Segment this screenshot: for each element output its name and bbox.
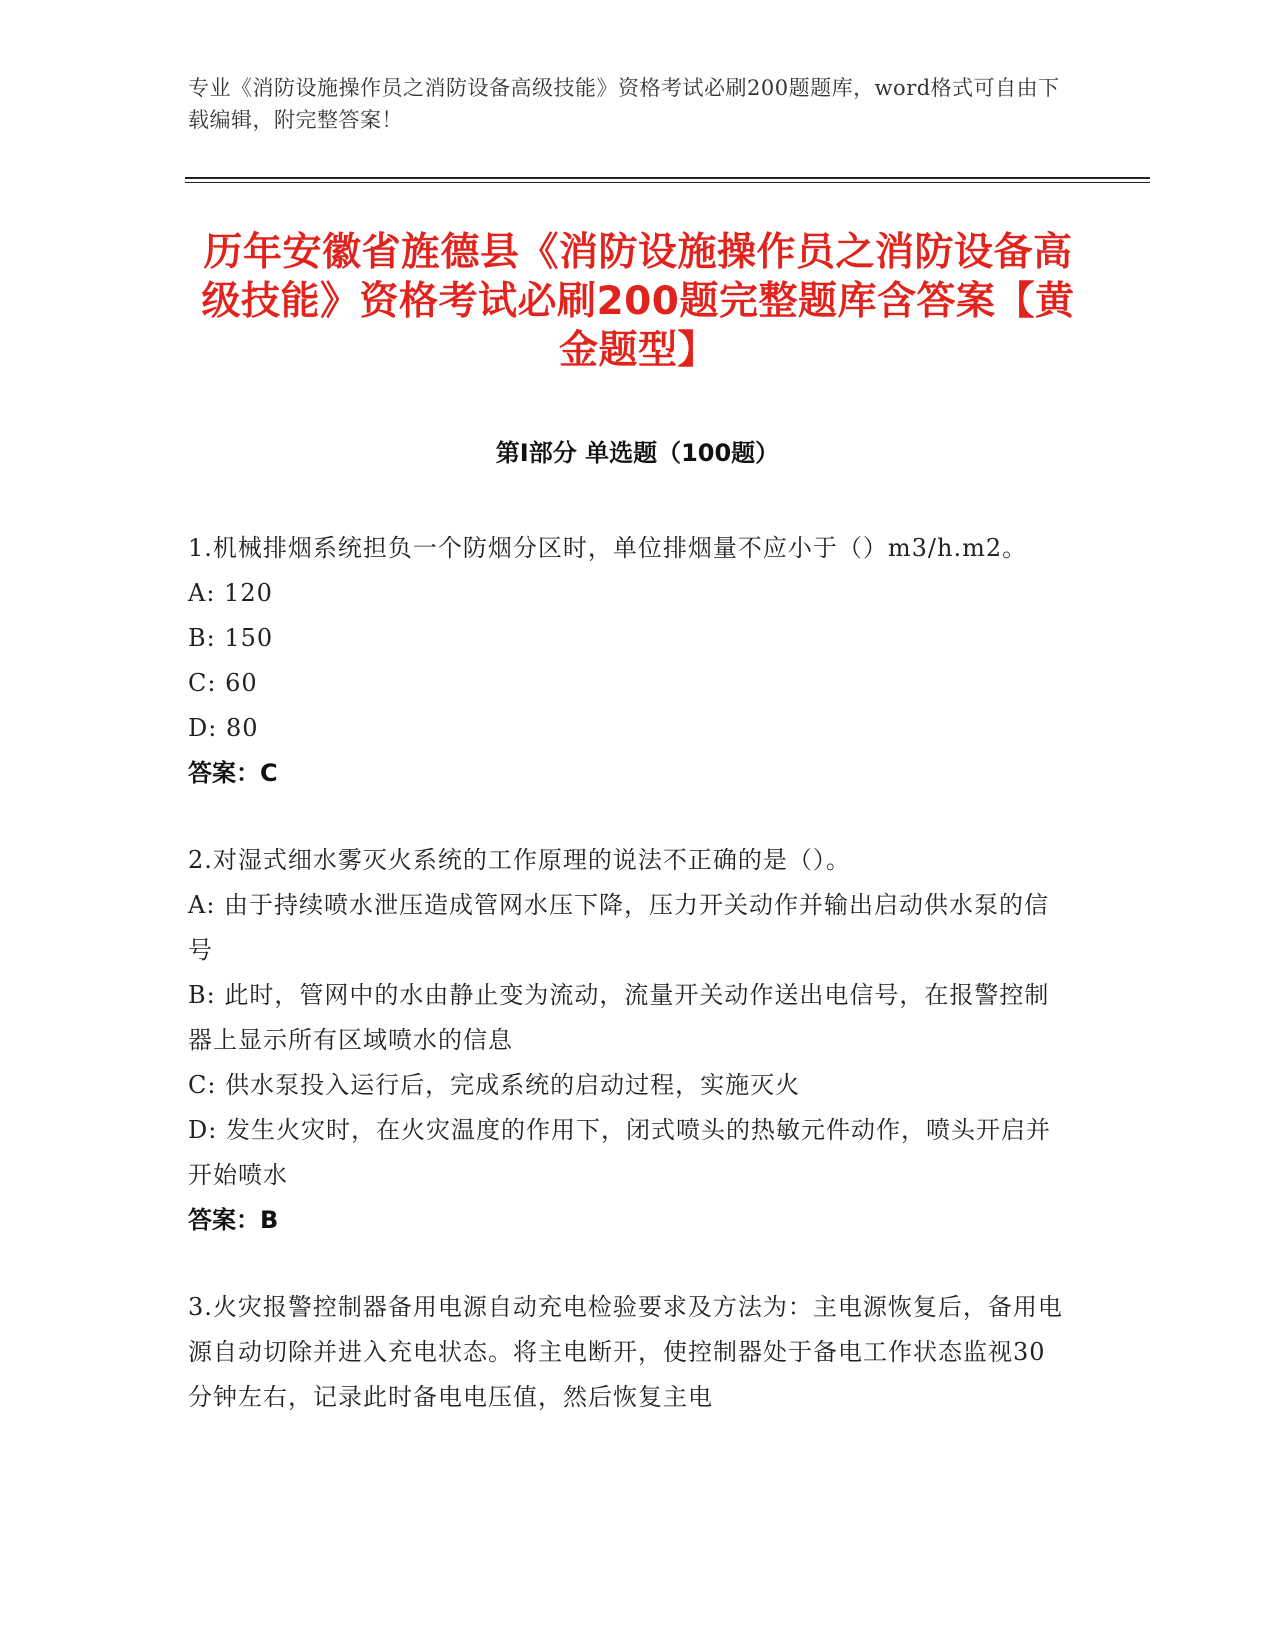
option-d: D: 80 bbox=[188, 714, 259, 742]
option-b: B: 此时，管网中的水由静止变为流动，流量开关动作送出电信号，在报警控制器上显示所有区域喷水的信息 bbox=[188, 981, 1050, 1054]
document-title: 历年安徽省旌德县《消防设施操作员之消防设备高级技能》资格考试必刷200题完整题库含答案【黄金题型】 bbox=[201, 230, 1075, 373]
question-stem: 3.火灾报警控制器备用电源自动充电检验要求及方法为：主电源恢复后，备用电源自动切除并进入充电状态。将主电断开，使控制器处于备电工作状态监视30分钟左右，记录此时备电电压值，然后恢复主电 bbox=[188, 1293, 1063, 1411]
option-b: B: 150 bbox=[188, 624, 274, 652]
option-c: C: 供水泵投入运行后，完成系统的启动过程，实施灭火 bbox=[188, 1071, 801, 1099]
question-stem: 2.对湿式细水雾灭火系统的工作原理的说法不正确的是（）。 bbox=[188, 846, 851, 874]
header-rule-thin bbox=[185, 182, 1150, 183]
question-1 bbox=[188, 526, 1068, 796]
header-note: 专业《消防设施操作员之消防设备高级技能》资格考试必刷200题题库，word格式可自由下载编辑，附完整答案！ bbox=[188, 76, 1060, 132]
answer: 答案：C bbox=[188, 759, 278, 787]
answer: 答案：B bbox=[188, 1206, 279, 1234]
question-list bbox=[188, 526, 1068, 1462]
header-rule-thick bbox=[185, 177, 1150, 179]
option-d: D: 发生火灾时，在火灾温度的作用下，闭式喷头的热敏元件动作，喷头开启并开始喷水 bbox=[188, 1116, 1051, 1189]
question-2 bbox=[188, 838, 1068, 1243]
question-3 bbox=[188, 1285, 1068, 1420]
option-a: A: 120 bbox=[188, 579, 273, 607]
option-c: C: 60 bbox=[188, 669, 258, 697]
section-title: 第Ⅰ部分 单选题（100题） bbox=[495, 439, 780, 467]
option-a: A: 由于持续喷水泄压造成管网水压下降，压力开关动作并输出启动供水泵的信号 bbox=[188, 891, 1050, 964]
question-stem: 1.机械排烟系统担负一个防烟分区时，单位排烟量不应小于（）m3/h.m2。 bbox=[188, 534, 1028, 562]
